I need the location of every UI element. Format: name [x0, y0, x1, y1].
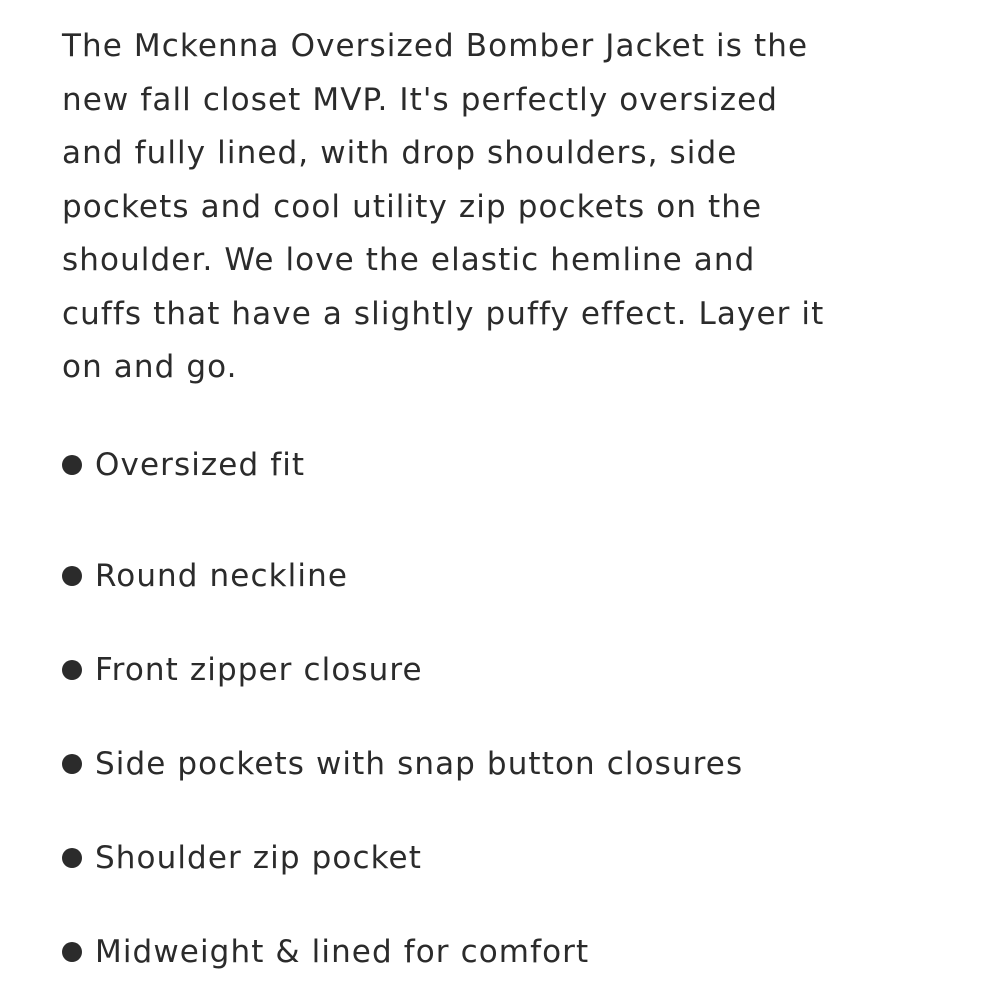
feature-item: [62, 435, 940, 495]
bullet-dot-icon: [62, 455, 82, 475]
feature-item: [62, 905, 940, 999]
feature-label: Side pockets with snap button closures: [95, 745, 744, 782]
feature-label: Round neckline: [95, 557, 349, 594]
feature-label: Oversized fit: [95, 446, 306, 483]
bullet-dot-icon: [62, 942, 82, 962]
description-line: The Mckenna Oversized Bomber Jacket is the: [62, 28, 809, 64]
feature-label: Midweight & lined for comfort: [95, 933, 590, 970]
feature-list: [62, 435, 940, 999]
description-line: new fall closet MVP. It's perfectly oversized: [62, 81, 779, 118]
feature-item: [62, 717, 940, 811]
description-line: on and go.: [62, 349, 238, 385]
feature-item: [62, 811, 940, 905]
bullet-dot-icon: [62, 754, 82, 774]
description-line: shoulder. We love the elastic hemline and: [62, 242, 756, 278]
bullet-dot-icon: [62, 848, 82, 868]
feature-label: Shoulder zip pocket: [95, 839, 422, 876]
bullet-dot-icon: [62, 566, 82, 586]
description-line: and fully lined, with drop shoulders, side: [62, 135, 738, 171]
feature-item: [62, 623, 940, 717]
description-line: pockets and cool utility zip pockets on the: [62, 188, 763, 225]
description-line: cuffs that have a slightly puffy effect. Layer it: [62, 295, 825, 332]
product-description: [62, 20, 942, 395]
feature-label: Front zipper closure: [95, 651, 423, 688]
bullet-dot-icon: [62, 660, 82, 680]
feature-item: [62, 529, 940, 623]
